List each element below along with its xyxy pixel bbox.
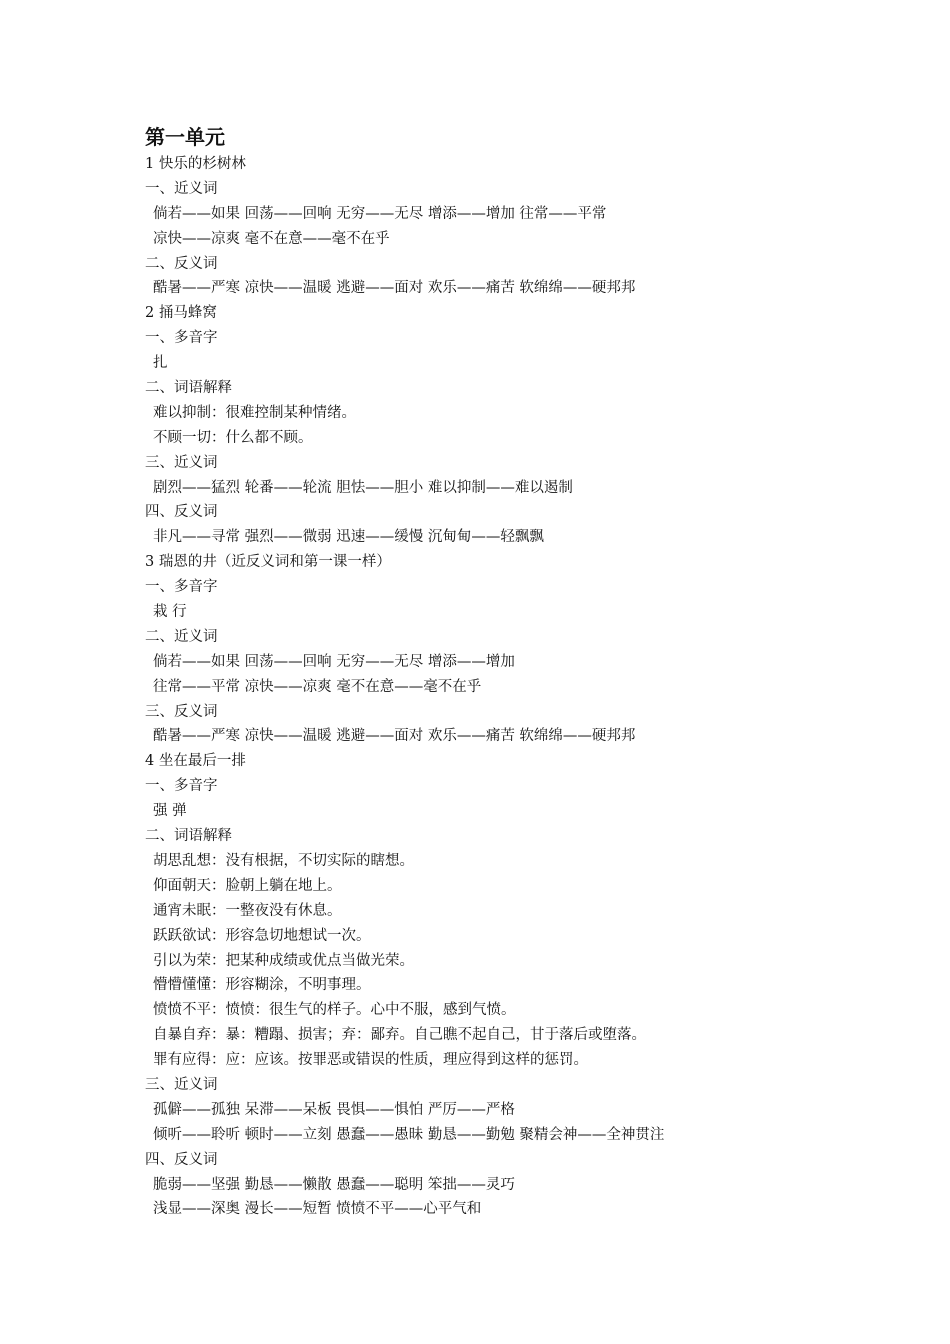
content-line: 倾听——聆听 顿时——立刻 愚蠢——愚昧 勤恳——勤勉 聚精会神——全神贯注 (153, 1126, 665, 1143)
content-line: 孤僻——孤独 呆滞——呆板 畏惧——惧怕 严厉——严格 (153, 1101, 515, 1118)
content-line: 酷暑——严寒 凉快——温暖 逃避——面对 欢乐——痛苦 软绵绵——硬邦邦 (153, 280, 636, 297)
content-line: 跃跃欲试：形容急切地想试一次。 (153, 927, 371, 944)
content-line: 不顾一切：什么都不顾。 (153, 429, 313, 446)
section-heading: 3 瑞恩的井（近反义词和第一课一样） (145, 554, 391, 571)
content-line: 往常——平常 凉快——凉爽 毫不在意——毫不在乎 (153, 678, 482, 695)
content-line: 懵懵懂懂：形容糊涂，不明事理。 (153, 977, 371, 994)
content-line: 栽 行 (153, 604, 187, 621)
section-heading: 一、近义词 (145, 180, 218, 197)
content-line: 仰面朝天：脸朝上躺在地上。 (153, 877, 342, 894)
content-line: 引以为荣：把某种成绩或优点当做光荣。 (153, 952, 414, 969)
content-line: 自暴自弃：暴：糟蹋、损害；弃：鄙弃。自己瞧不起自己，甘于落后或堕落。 (153, 1027, 646, 1044)
content-line: 脆弱——坚强 勤恳——懒散 愚蠢——聪明 笨拙——灵巧 (153, 1176, 515, 1193)
content-line: 胡思乱想：没有根据，不切实际的瞎想。 (153, 852, 414, 869)
content-line: 非凡——寻常 强烈——微弱 迅速——缓慢 沉甸甸——轻飘飘 (153, 529, 544, 546)
section-heading: 一、多音字 (145, 330, 218, 347)
content-line: 凉快——凉爽 毫不在意——毫不在乎 (153, 230, 390, 247)
document-body (145, 122, 905, 1222)
content-line: 扎 (153, 355, 168, 372)
section-heading: 二、词语解释 (145, 828, 232, 845)
section-heading: 二、词语解释 (145, 380, 232, 397)
content-line: 通宵未眠：一整夜没有休息。 (153, 902, 342, 919)
section-heading: 一、多音字 (145, 778, 218, 795)
section-heading: 三、近义词 (145, 1076, 218, 1093)
content-line: 酷暑——严寒 凉快——温暖 逃避——面对 欢乐——痛苦 软绵绵——硬邦邦 (153, 728, 636, 745)
content-line: 强 弹 (153, 803, 187, 820)
content-line: 倘若——如果 回荡——回响 无穷——无尽 增添——增加 往常——平常 (153, 205, 607, 222)
section-heading: 三、近义词 (145, 454, 218, 471)
document-lines (145, 152, 905, 1222)
section-heading: 1 快乐的杉树林 (145, 156, 246, 172)
section-heading: 三、反义词 (145, 703, 218, 720)
content-line: 倘若——如果 回荡——回响 无穷——无尽 增添——增加 (153, 653, 515, 670)
content-line: 难以抑制：很难控制某种情绪。 (153, 404, 356, 421)
content-line: 愤愤不平：愤愤：很生气的样子。心中不服，感到气愤。 (153, 1002, 516, 1019)
content-line: 罪有应得：应：应该。按罪恶或错误的性质，理应得到这样的惩罚。 (153, 1052, 588, 1069)
section-heading: 四、反义词 (145, 504, 218, 521)
section-heading: 二、反义词 (145, 255, 218, 272)
unit-title: 第一单元 (145, 125, 225, 149)
section-heading: 2 捅马蜂窝 (145, 305, 217, 322)
content-line: 剧烈——猛烈 轮番——轮流 胆怯——胆小 难以抑制——难以遏制 (153, 479, 573, 496)
section-heading: 四、反义词 (145, 1151, 218, 1168)
section-heading: 二、近义词 (145, 628, 218, 645)
content-line: 浅显——深奥 漫长——短暂 愤愤不平——心平气和 (153, 1201, 482, 1218)
section-heading: 一、多音字 (145, 579, 218, 596)
section-heading: 4 坐在最后一排 (145, 753, 246, 770)
